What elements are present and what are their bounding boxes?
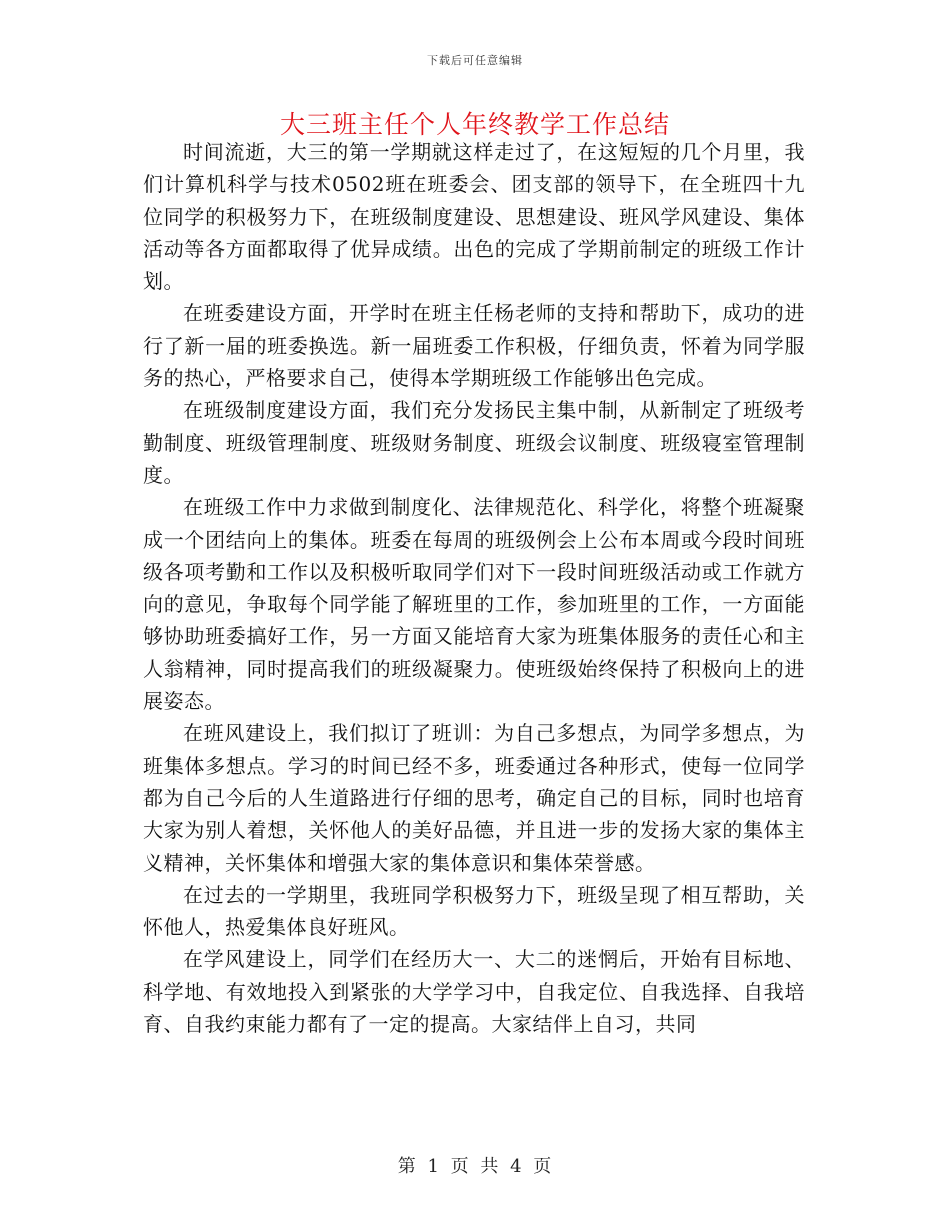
paragraph-1: 时间流逝，大三的第一学期就这样走过了，在这短短的几个月里，我们计算机科学与技术0502班在班委会、团支部的领导下，在全班四十九位同学的积极努力下，在班级制度建设、思想建设、班风学风建设、集体活动等各方面都取得了优异成绩。出色的完成了学期前制定的班级工作计划。 (143, 140, 805, 294)
page-number-footer: 第 1 页 共 4 页 (397, 1156, 553, 1177)
paragraph-3: 在班级制度建设方面，我们充分发扬民主集中制，从新制定了班级考勤制度、班级管理制度、班级财务制度、班级会议制度、班级寝室管理制度。 (143, 398, 805, 487)
document-body (143, 136, 805, 1040)
paragraph-6: 在过去的一学期里，我班同学积极努力下，班级呈现了相互帮助，关怀他人，热爱集体良好班风。 (143, 882, 805, 940)
paragraph-2: 在班委建设方面，开学时在班主任杨老师的支持和帮助下，成功的进行了新一届的班委换选。新一届班委工作积极，仔细负责，怀着为同学服务的热心，严格要求自己，使得本学期班级工作能够出色完成。 (143, 301, 805, 391)
paragraph-4: 在班级工作中力求做到制度化、法律规范化、科学化，将整个班凝聚成一个团结向上的集体。班委在每周的班级例会上公布本周或今段时间班级各项考勤和工作以及积极听取同学们对下一段时间班级活动或工作就方向的意见，争取每个同学能了解班里的工作，参加班里的工作，一方面能够协助班委搞好工作，另一方面又能培育大家为班集体服务的责任心和主人翁精神，同时提高我们的班级凝聚力。使班级始终保持了积极向上的进展姿态。 (143, 495, 805, 714)
page-header-note: 下载后可任意编辑 (427, 54, 523, 67)
document-title: 大三班主任个人年终教学工作总结 (279, 110, 670, 139)
paragraph-7: 在学风建设上，同学们在经历大一、大二的迷惘后，开始有目标地、科学地、有效地投入到紧张的大学学习中，自我定位、自我选择、自我培育、自我约束能力都有了一定的提高。大家结伴上自习，共同 (143, 947, 805, 1037)
paragraph-5: 在班风建设上，我们拟订了班训：为自己多想点，为同学多想点，为班集体多想点。学习的时间已经不多，班委通过各种形式，使每一位同学都为自己今后的人生道路进行仔细的思考，确定自己的目标，同时也培育大家为别人着想，关怀他人的美好品德，并且进一步的发扬大家的集体主义精神，关怀集体和增强大家的集体意识和集体荣誉感。 (143, 721, 805, 875)
